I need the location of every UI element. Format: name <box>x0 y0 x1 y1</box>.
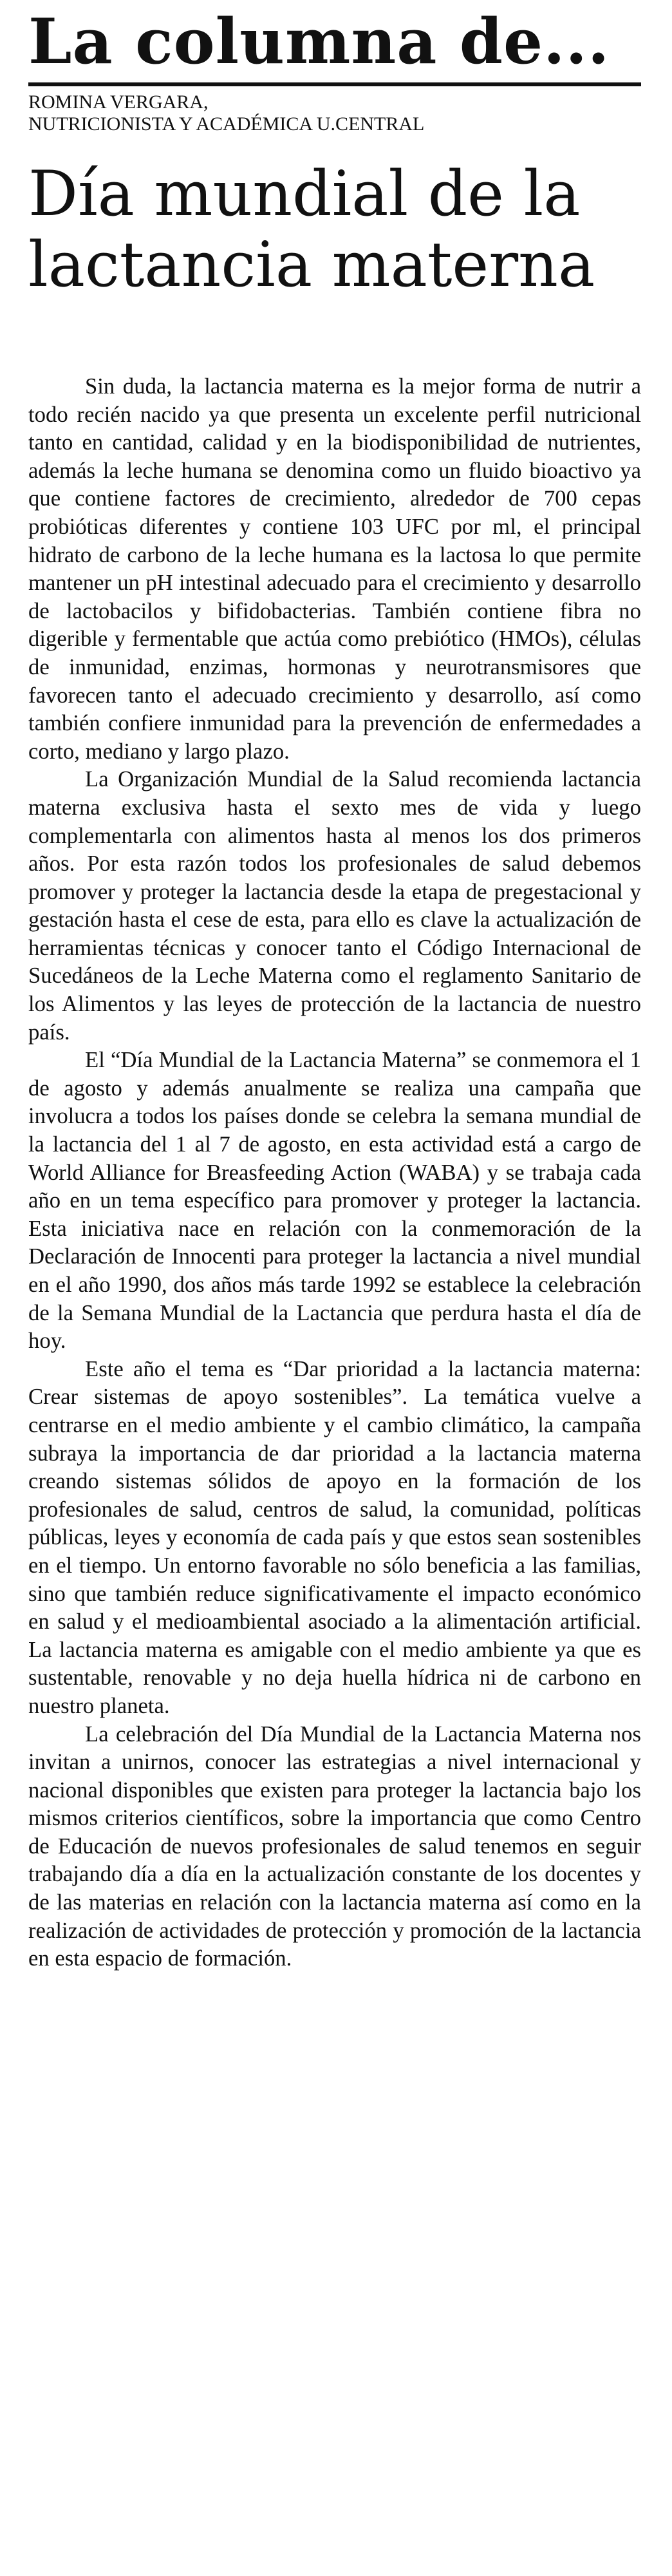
article-body <box>28 372 641 1973</box>
page <box>28 6 641 1973</box>
headline-line-1: Día mundial de la <box>28 158 581 230</box>
column-title: La columna de... <box>28 5 610 78</box>
header-rule <box>28 82 641 86</box>
author-name: ROMINA VERGARA, <box>28 91 209 113</box>
headline-line-2: lactancia materna <box>28 229 595 301</box>
paragraph-2: La Organización Mundial de la Salud recomienda lactancia materna exclusiva hasta el sexto mes de vida y luego complementarla con alimentos hasta al menos los dos primeros años. Por esta razón todos los profesionales de salud debemos promover y proteger la lactancia desde la etapa de pregestacional y gestación hasta el cese de esta, para ello es clave la actualización de herramientas técnicas y conocer tanto el Código Internacional de Sucedáneos de la Leche Materna como el reglamento Sanitario de los Alimentos y las leyes de protección de la lactancia de nuestro país. <box>28 766 641 1045</box>
paragraph-4: Este año el tema es “Dar prioridad a la lactancia materna: Crear sistemas de apoyo sostenibles”. La temática vuelve a centrarse en el medio ambiente y el cambio climático, la campaña subraya la importancia de dar prioridad a la lactancia materna creando sistemas sólidos de apoyo en la formación de los profesionales de salud, centros de salud, la comunidad, políticas públicas, leyes y economía de cada país y que estos sean sostenibles en el tiempo. Un entorno favorable no sólo beneficia a las familias, sino que también reduce significativamente el impacto económico en salud y el medioambiental asociado a la alimentación artificial. La lactancia materna es amigable con el medio ambiente ya que es sustentable, renovable y no deja huella hídrica ni de carbono en nuestro planeta. <box>28 1356 641 1718</box>
byline <box>28 91 641 135</box>
paragraph-3: El “Día Mundial de la Lactancia Materna” se conmemora el 1 de agosto y además anualmente se realiza una campaña que involucra a todos los países donde se celebra la semana mundial de la lactancia del 1 al 7 de agosto, en esta actividad está a cargo de World Alliance for Breasfeeding Action (WABA) y se trabaja cada año en un tema específico para promover y proteger la lactancia. Esta iniciativa nace en relación con la conmemoración de la Declaración de Innocenti para proteger la lactancia a nivel mundial en el año 1990, dos años más tarde 1992 se establece la celebración de la Semana Mundial de la Lactancia que perdura hasta el día de hoy. <box>28 1047 641 1354</box>
paragraph-5: La celebración del Día Mundial de la Lactancia Materna nos invitan a unirnos, conocer las estrategias a nivel internacional y nacional disponibles que existen para proteger la lactancia bajo los mismos criterios científicos, sobre la importancia que como Centro de Educación de nuevos profesionales de salud tenemos en seguir trabajando día a día en la actualización constante de los docentes y de las materias en relación con la lactancia materna así como en la realización de actividades de protección y promoción de la lactancia en esta espacio de formación. <box>28 1721 641 1971</box>
article-headline <box>28 158 641 300</box>
paragraph-1: Sin duda, la lactancia materna es la mejor forma de nutrir a todo recién nacido ya que presenta un excelente perfil nutricional tanto en cantidad, calidad y en la biodisponibilidad de nutrientes, además la leche humana se denomina como un fluido bioactivo ya que contiene factores de crecimiento, alrededor de 700 cepas probióticas diferentes y contiene 103 UFC por ml, el principal hidrato de carbono de la leche humana es la lactosa lo que permite mantener un pH intestinal adecuado para el crecimiento y desarrollo de lactobacilos y bifidobacterias. También contiene fibra no digerible y fermentable que actúa como prebiótico (HMOs), células de inmunidad, enzimas, hormonas y neurotransmisores que favorecen tanto el adecuado crecimiento y desarrollo, así como también confiere inmunidad para la prevención de enfermedades a corto, mediano y largo plazo. <box>28 374 641 764</box>
author-role: NUTRICIONISTA Y ACADÉMICA U.CENTRAL <box>28 113 425 135</box>
